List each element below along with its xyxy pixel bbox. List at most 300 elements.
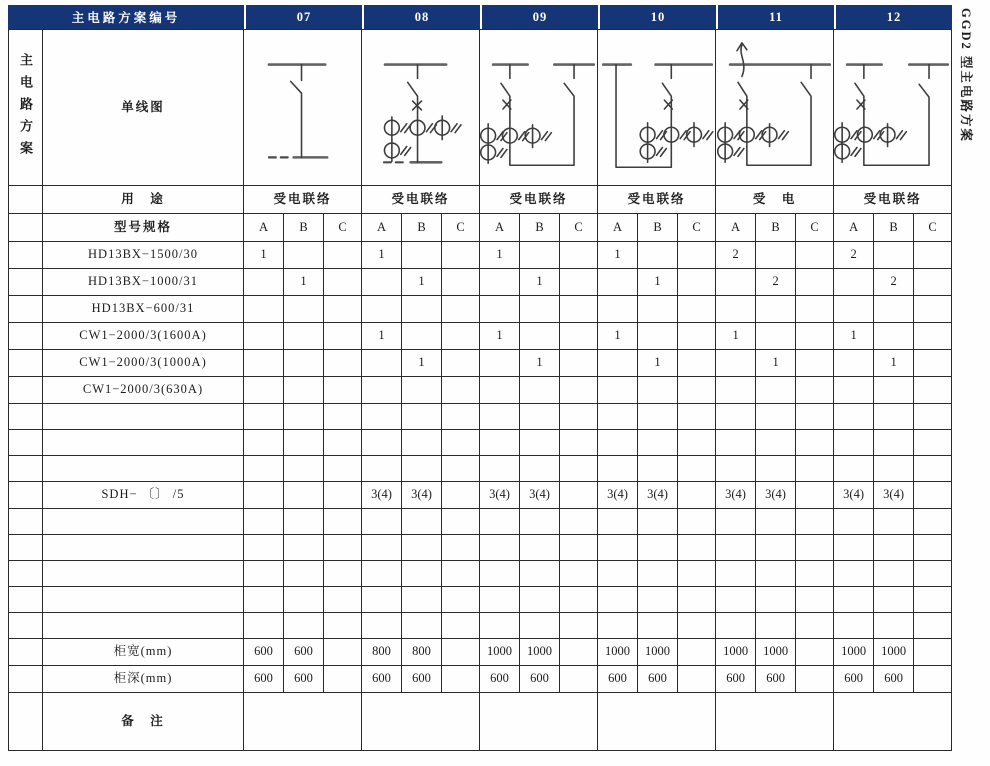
qty-cell [716, 350, 756, 377]
left-margin-cell [9, 482, 43, 509]
qty-cell [324, 296, 362, 323]
empty-row [9, 456, 952, 482]
qty-cell [324, 242, 362, 269]
scheme-number-09: 09 [482, 5, 600, 29]
qty-cell [560, 639, 598, 666]
subcol-header: A [598, 214, 638, 242]
empty-cell [520, 561, 560, 587]
left-margin-cell [9, 639, 43, 666]
empty-cell [716, 456, 756, 482]
empty-cell [678, 509, 716, 535]
subcol-header: A [834, 214, 874, 242]
empty-cell [638, 587, 678, 613]
empty-cell [324, 509, 362, 535]
qty-cell [756, 296, 796, 323]
single-line-diagram-11 [716, 31, 833, 185]
empty-cell [402, 404, 442, 430]
diagram-cell-12 [834, 30, 952, 186]
empty-cell [244, 430, 284, 456]
empty-cell [598, 561, 638, 587]
usage-row [9, 186, 952, 214]
empty-cell [678, 587, 716, 613]
subcol-header: C [560, 214, 598, 242]
qty-cell [560, 242, 598, 269]
qty-cell [284, 350, 324, 377]
left-margin-cell [9, 296, 43, 323]
empty-cell [716, 535, 756, 561]
scheme-number-08: 08 [364, 5, 482, 29]
row-label: CW1−2000/3(630A) [43, 377, 244, 404]
qty-cell: 800 [402, 639, 442, 666]
qty-cell: 1000 [716, 639, 756, 666]
qty-cell [914, 377, 952, 404]
row-label: SDH− 〔〕 /5 [43, 482, 244, 509]
qty-cell: 3(4) [834, 482, 874, 509]
left-margin-cell [9, 214, 43, 242]
empty-cell [598, 404, 638, 430]
remark-cell [834, 693, 952, 751]
empty-cell [756, 456, 796, 482]
qty-cell [244, 323, 284, 350]
empty-cell [598, 613, 638, 639]
qty-cell [324, 323, 362, 350]
qty-cell [324, 269, 362, 296]
qty-cell: 1000 [480, 639, 520, 666]
empty-cell [480, 535, 520, 561]
qty-cell [244, 350, 284, 377]
remark-cell [244, 693, 362, 751]
qty-cell [796, 482, 834, 509]
qty-cell: 1 [244, 242, 284, 269]
empty-cell [756, 404, 796, 430]
qty-cell: 600 [716, 666, 756, 693]
qty-cell [796, 242, 834, 269]
usage-cell: 受 电 [716, 186, 834, 214]
empty-cell [362, 535, 402, 561]
qty-cell: 1 [520, 269, 560, 296]
qty-cell [324, 639, 362, 666]
qty-cell [756, 377, 796, 404]
diagram-cell-09 [480, 30, 598, 186]
subcol-header: A [244, 214, 284, 242]
usage-row-label: 用 途 [43, 186, 244, 214]
qty-cell [362, 377, 402, 404]
subcol-header: A [362, 214, 402, 242]
qty-cell [678, 296, 716, 323]
empty-cell [560, 613, 598, 639]
empty-cell [284, 404, 324, 430]
qty-cell [678, 482, 716, 509]
qty-cell [324, 350, 362, 377]
qty-cell: 3(4) [598, 482, 638, 509]
qty-cell: 1000 [638, 639, 678, 666]
row-label: 柜深(mm) [43, 666, 244, 693]
empty-cell [520, 587, 560, 613]
empty-cell [678, 535, 716, 561]
empty-cell [244, 561, 284, 587]
qty-cell [520, 296, 560, 323]
qty-cell [834, 377, 874, 404]
empty-cell [442, 587, 480, 613]
qty-cell [442, 639, 480, 666]
empty-cell [716, 613, 756, 639]
left-margin-cell [9, 350, 43, 377]
qty-cell [796, 269, 834, 296]
qty-cell [914, 296, 952, 323]
empty-cell [834, 613, 874, 639]
remark-cell [480, 693, 598, 751]
empty-cell [244, 535, 284, 561]
empty-cell [914, 430, 952, 456]
single-line-diagram-10 [598, 31, 715, 185]
empty-cell [362, 587, 402, 613]
empty-label-cell [43, 456, 244, 482]
empty-cell [796, 535, 834, 561]
empty-cell [362, 430, 402, 456]
subcol-header: B [874, 214, 914, 242]
qty-cell: 600 [362, 666, 402, 693]
empty-cell [442, 535, 480, 561]
empty-cell [560, 535, 598, 561]
cabinet-depth-row [9, 666, 952, 693]
empty-cell [716, 430, 756, 456]
qty-cell [598, 377, 638, 404]
scheme-number-12: 12 [836, 5, 952, 29]
qty-cell [834, 269, 874, 296]
qty-cell [480, 377, 520, 404]
empty-cell [284, 456, 324, 482]
usage-cell: 受电联络 [480, 186, 598, 214]
qty-cell: 1000 [598, 639, 638, 666]
qty-cell [560, 296, 598, 323]
subcol-header: B [520, 214, 560, 242]
qty-cell: 1 [638, 269, 678, 296]
row-label: HD13BX−600/31 [43, 296, 244, 323]
empty-cell [914, 561, 952, 587]
subcol-header: A [716, 214, 756, 242]
diagram-cell-11 [716, 30, 834, 186]
empty-label-cell [43, 587, 244, 613]
empty-cell [244, 404, 284, 430]
remark-row [9, 693, 952, 751]
qty-cell: 1 [834, 323, 874, 350]
empty-cell [638, 561, 678, 587]
empty-cell [598, 509, 638, 535]
qty-cell: 1 [874, 350, 914, 377]
left-margin-cell [9, 323, 43, 350]
spec-row [9, 350, 952, 377]
row-label: 柜宽(mm) [43, 639, 244, 666]
empty-cell [834, 430, 874, 456]
empty-cell [796, 404, 834, 430]
qty-cell [756, 323, 796, 350]
left-margin-cell [9, 693, 43, 751]
qty-cell [442, 296, 480, 323]
empty-cell [834, 587, 874, 613]
subcol-header: B [284, 214, 324, 242]
empty-cell [442, 430, 480, 456]
empty-cell [834, 404, 874, 430]
empty-cell [598, 535, 638, 561]
qty-cell: 600 [480, 666, 520, 693]
qty-cell: 2 [874, 269, 914, 296]
qty-cell: 600 [284, 666, 324, 693]
spec-row [9, 296, 952, 323]
empty-row [9, 535, 952, 561]
empty-label-cell [43, 561, 244, 587]
empty-cell [638, 404, 678, 430]
qty-cell: 600 [520, 666, 560, 693]
qty-cell [716, 377, 756, 404]
spec-row [9, 269, 952, 296]
qty-cell: 1 [598, 323, 638, 350]
left-margin-cell [9, 269, 43, 296]
qty-cell [520, 242, 560, 269]
empty-cell [796, 509, 834, 535]
remark-row-label: 备 注 [43, 693, 244, 751]
qty-cell: 1 [402, 350, 442, 377]
empty-row [9, 613, 952, 639]
empty-cell [480, 613, 520, 639]
qty-cell: 1 [716, 323, 756, 350]
qty-cell: 1000 [834, 639, 874, 666]
qty-cell [914, 639, 952, 666]
empty-cell [914, 535, 952, 561]
empty-cell [716, 561, 756, 587]
qty-cell [324, 377, 362, 404]
qty-cell: 1 [362, 242, 402, 269]
qty-cell [324, 482, 362, 509]
left-group-cell [9, 30, 43, 186]
left-margin-cell [9, 561, 43, 587]
qty-cell [834, 350, 874, 377]
qty-cell: 1 [598, 242, 638, 269]
qty-cell [796, 350, 834, 377]
qty-cell [284, 377, 324, 404]
qty-cell [638, 323, 678, 350]
qty-cell [914, 242, 952, 269]
empty-cell [402, 613, 442, 639]
qty-cell [716, 296, 756, 323]
qty-cell [560, 269, 598, 296]
empty-cell [756, 535, 796, 561]
diagram-cell-07 [244, 30, 362, 186]
empty-cell [324, 561, 362, 587]
qty-cell: 800 [362, 639, 402, 666]
spec-header-label: 型号规格 [43, 214, 244, 242]
empty-cell [324, 535, 362, 561]
empty-cell [874, 430, 914, 456]
qty-cell [638, 242, 678, 269]
usage-cell: 受电联络 [244, 186, 362, 214]
empty-cell [442, 613, 480, 639]
subcol-header: C [796, 214, 834, 242]
qty-cell: 1 [362, 323, 402, 350]
empty-cell [834, 456, 874, 482]
row-label: CW1−2000/3(1600A) [43, 323, 244, 350]
qty-cell: 2 [716, 242, 756, 269]
empty-cell [638, 535, 678, 561]
qty-cell [244, 269, 284, 296]
empty-cell [796, 456, 834, 482]
qty-cell [480, 350, 520, 377]
spec-row [9, 377, 952, 404]
single-line-diagram-08 [362, 31, 479, 185]
qty-cell [362, 269, 402, 296]
qty-cell: 600 [834, 666, 874, 693]
empty-label-cell [43, 535, 244, 561]
qty-cell: 1 [480, 242, 520, 269]
qty-cell: 3(4) [874, 482, 914, 509]
empty-cell [480, 561, 520, 587]
main-circuit-table [8, 29, 952, 751]
qty-cell: 2 [834, 242, 874, 269]
empty-cell [442, 404, 480, 430]
empty-cell [402, 456, 442, 482]
empty-cell [244, 587, 284, 613]
qty-cell: 3(4) [716, 482, 756, 509]
empty-cell [560, 509, 598, 535]
empty-cell [598, 456, 638, 482]
empty-cell [284, 509, 324, 535]
empty-cell [716, 404, 756, 430]
empty-cell [914, 456, 952, 482]
empty-cell [678, 404, 716, 430]
qty-cell: 1 [284, 269, 324, 296]
row-label: CW1−2000/3(1000A) [43, 350, 244, 377]
qty-cell [796, 323, 834, 350]
remark-cell [362, 693, 480, 751]
left-margin-cell [9, 242, 43, 269]
empty-cell [520, 535, 560, 561]
sdh-row [9, 482, 952, 509]
qty-cell [796, 666, 834, 693]
qty-cell: 1000 [756, 639, 796, 666]
empty-cell [480, 587, 520, 613]
scheme-number-07: 07 [246, 5, 364, 29]
empty-cell [914, 587, 952, 613]
qty-cell: 1 [480, 323, 520, 350]
left-margin-cell [9, 377, 43, 404]
subcol-header: C [324, 214, 362, 242]
empty-cell [560, 404, 598, 430]
empty-cell [834, 509, 874, 535]
empty-cell [638, 509, 678, 535]
qty-cell [480, 296, 520, 323]
empty-cell [874, 613, 914, 639]
qty-cell: 600 [874, 666, 914, 693]
left-margin-cell [9, 587, 43, 613]
qty-cell [244, 482, 284, 509]
empty-cell [244, 509, 284, 535]
empty-cell [874, 587, 914, 613]
empty-cell [520, 430, 560, 456]
qty-cell [914, 269, 952, 296]
empty-cell [598, 587, 638, 613]
empty-cell [560, 587, 598, 613]
empty-cell [284, 561, 324, 587]
qty-cell [678, 242, 716, 269]
qty-cell [914, 666, 952, 693]
qty-cell: 1000 [520, 639, 560, 666]
empty-cell [560, 561, 598, 587]
single-line-diagram-09 [480, 31, 597, 185]
qty-cell: 600 [598, 666, 638, 693]
subcol-header: C [442, 214, 480, 242]
empty-cell [520, 456, 560, 482]
left-margin-cell [9, 430, 43, 456]
qty-cell [796, 377, 834, 404]
qty-cell [756, 242, 796, 269]
qty-cell [914, 482, 952, 509]
qty-cell [874, 296, 914, 323]
empty-cell [638, 613, 678, 639]
qty-cell: 600 [244, 639, 284, 666]
empty-cell [796, 587, 834, 613]
empty-cell [442, 456, 480, 482]
empty-cell [402, 535, 442, 561]
empty-cell [520, 509, 560, 535]
empty-cell [834, 535, 874, 561]
qty-cell [560, 350, 598, 377]
qty-cell [442, 242, 480, 269]
qty-cell: 1 [520, 350, 560, 377]
scheme-header-row [8, 5, 952, 29]
qty-cell [796, 639, 834, 666]
left-margin-cell [9, 613, 43, 639]
qty-cell [442, 269, 480, 296]
qty-cell [678, 639, 716, 666]
empty-cell [796, 613, 834, 639]
qty-cell [716, 269, 756, 296]
empty-label-cell [43, 613, 244, 639]
qty-cell [598, 296, 638, 323]
qty-cell: 600 [756, 666, 796, 693]
empty-cell [442, 561, 480, 587]
empty-cell [284, 613, 324, 639]
empty-cell [324, 456, 362, 482]
qty-cell [442, 482, 480, 509]
empty-cell [638, 456, 678, 482]
usage-cell: 受电联络 [834, 186, 952, 214]
scheme-table [8, 5, 952, 751]
empty-cell [244, 613, 284, 639]
scheme-number-10: 10 [600, 5, 718, 29]
qty-cell [598, 269, 638, 296]
empty-cell [874, 561, 914, 587]
qty-cell: 2 [756, 269, 796, 296]
qty-cell [442, 666, 480, 693]
qty-cell: 3(4) [362, 482, 402, 509]
qty-cell [678, 269, 716, 296]
qty-cell [874, 242, 914, 269]
qty-cell [442, 323, 480, 350]
empty-cell [874, 509, 914, 535]
empty-cell [756, 613, 796, 639]
qty-cell [402, 377, 442, 404]
diagram-row-label: 单线图 [43, 30, 244, 186]
qty-cell [914, 350, 952, 377]
left-margin-cell [9, 509, 43, 535]
subcol-header: B [756, 214, 796, 242]
empty-cell [480, 430, 520, 456]
qty-cell: 3(4) [638, 482, 678, 509]
qty-cell [560, 666, 598, 693]
qty-cell [560, 482, 598, 509]
subcol-header: A [480, 214, 520, 242]
qty-cell: 3(4) [480, 482, 520, 509]
qty-cell [442, 377, 480, 404]
